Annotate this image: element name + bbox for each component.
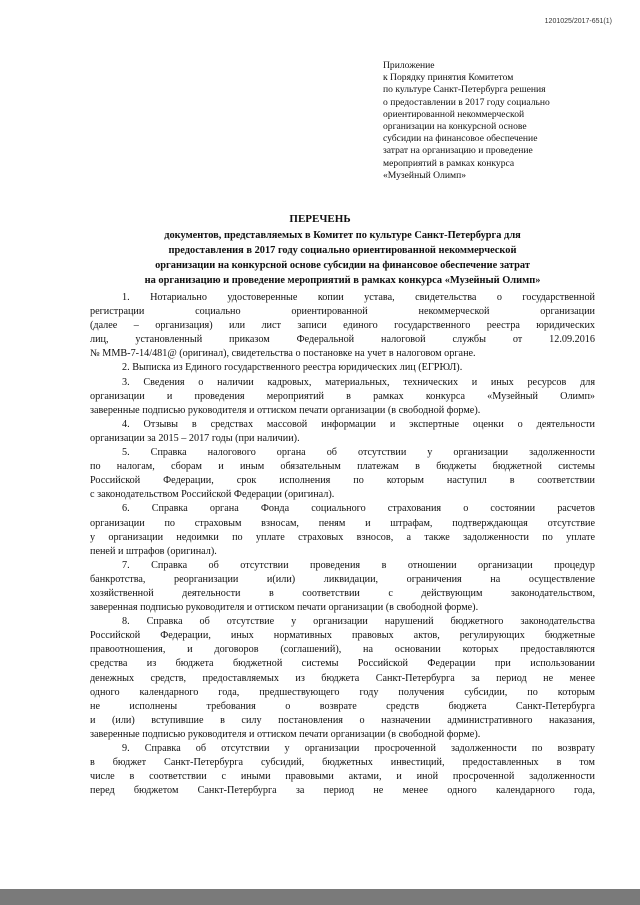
list-item-line: перед бюджетом Санкт-Петербурга за период не менее одного календарного года, [90, 785, 595, 797]
list-item-line: заверенные подписью руководителя и оттиском печати организации (в свободной форме). [90, 404, 481, 416]
list-item [90, 615, 595, 742]
appendix-line: «Музейный Олимп» [383, 169, 467, 181]
list-item-line: и (или) вступившие в силу постановления о назначении административного наказания, [90, 714, 595, 726]
list-item-line: хозяйственной деятельности в соответствии с действующим законодательством, [90, 587, 595, 599]
list-item-line: 3. Сведения о наличии кадровых, материальных, технических и иных ресурсов для [122, 376, 595, 388]
list-item-line: 7. Справка об отсутствии проведения в отношении организации процедур [122, 559, 595, 571]
list-item-line: (далее – организация) или лист записи единого государственного реестра юридических [90, 320, 595, 332]
document-subtitle [90, 228, 595, 288]
appendix-line: Приложение [383, 60, 435, 71]
list-item-line: заверенная подписью руководителя и оттиском печати организации (в свободной форме). [90, 602, 479, 614]
appendix-line: субсидии на финансовое обеспечение [383, 133, 538, 145]
list-item [90, 376, 595, 418]
list-item-line: правоотношения, и договоров (соглашений), на основании которых предоставляются [90, 644, 595, 656]
list-item-line: у организации недоимки по уплате страховых взносов, а также задолженности по уплате [90, 531, 595, 543]
list-item-line: заверенные подписью руководителя и оттиском печати организации (в свободной форме). [90, 728, 481, 740]
document-title: ПЕРЕЧЕНЬ [289, 213, 351, 225]
list-item-line: числе в соответствии с иными правовыми актами, и иной просроченной задолженности [90, 771, 595, 783]
list-item-line: Российской Федерации, срок исполнения по которым наступил в соответствии [90, 475, 595, 487]
list-item [90, 291, 595, 361]
list-item [90, 742, 595, 798]
appendix-line: о предоставлении в 2017 году социально [383, 96, 550, 108]
appendix-line: мероприятий в рамках конкурса [383, 157, 515, 169]
appendix-line: ориентированной некоммерческой [383, 108, 525, 120]
list-item-line: 6. Справка органа Фонда социального страхования о состоянии расчетов [122, 503, 595, 515]
document-id: 1201025/2017-651(1) [544, 18, 612, 25]
subtitle-line: на организацию и проведение мероприятий в рамках конкурса «Музейный Олимп» [144, 275, 541, 286]
list-item [90, 559, 595, 615]
appendix-line: к Порядку принятия Комитетом [383, 72, 514, 84]
list-item [90, 418, 595, 446]
list-item-line: 4. Отзывы в средствах массовой информации и экспертные оценки о деятельности [122, 418, 595, 430]
subtitle-line: документов, представляемых в Комитет по культуре Санкт-Петербурга для [164, 230, 521, 241]
appendix-line: организации на конкурсной основе [383, 121, 527, 133]
list-item-line: не исполнены требования о возврате средств бюджета Санкт-Петербурга [90, 700, 595, 712]
list-item-line: регистрации социально ориентированной некоммерческой организации [90, 306, 595, 318]
list-item-line: в бюджет Санкт-Петербурга субсидий, бюджетных инвестиций, предоставленных в том [90, 757, 595, 769]
list-item-line: 5. Справка налогового органа об отсутствии у организации задолженности [122, 447, 595, 459]
list-item-line: пеней и штрафов (оригинал). [90, 545, 217, 557]
list-item-line: 2. Выписка из Единого государственного реестра юридических лиц (ЕГРЮЛ). [122, 362, 463, 374]
list-item-line: организации за 2015 – 2017 годы (при наличии). [90, 432, 300, 444]
list-item-line: Российской Федерации, иных нормативных правовых актов, регулирующих бюджетные [90, 630, 595, 642]
scan-bottom-edge [0, 889, 640, 905]
list-item-line: организации и проведения мероприятий в рамках конкурса «Музейный Олимп» [90, 390, 595, 402]
list-item-line: организации по страховым взносам, пеням и штрафам, подтверждающая отсутствие [90, 517, 595, 529]
appendix-line: затрат на организацию и проведение [383, 145, 533, 157]
list-item-line: одного календарного года, предшествующего году получения субсидии, по которым [90, 686, 595, 698]
document-body [90, 291, 595, 798]
list-item-line: по налогам, сборам и иным обязательным платежам в бюджеты бюджетной системы [90, 461, 595, 473]
list-item-line: № ММВ-7-14/481@ (оригинал), свидетельства о постановке на учет в налоговом органе. [90, 348, 476, 360]
list-item-line: лиц, установленный приказом Федеральной налоговой службы от 12.09.2016 [90, 334, 595, 346]
list-item-line: банкротства, реорганизации и(или) ликвидации, ограничения на осуществление [90, 573, 595, 585]
subtitle-line: предоставления в 2017 году социально ориентированной некоммерческой [168, 245, 517, 256]
subtitle-line: организации на конкурсной основе субсидии на финансовое обеспечение затрат [155, 260, 530, 271]
list-item-line: 8. Справка об отсутствие у организации нарушений бюджетного законодательства [122, 616, 595, 628]
list-item [90, 446, 595, 502]
appendix-line: по культуре Санкт-Петербурга решения [383, 84, 546, 96]
list-item-line: средства из бюджета бюджетной системы Российской Федерации при использовании [90, 658, 595, 670]
list-item-line: 9. Справка об отсутствии у организации просроченной задолженности по возврату [122, 743, 595, 754]
list-item-line: 1. Нотариально удостоверенные копии устава, свидетельства о государственной [122, 292, 595, 303]
list-item-line: денежных средств, предоставляемых из бюджета Санкт-Петербурга за период не менее [90, 672, 595, 684]
list-item [90, 361, 595, 375]
list-item-line: с законодательством Российской Федерации (оригинал). [90, 489, 335, 501]
appendix-block [383, 60, 603, 182]
list-item [90, 502, 595, 558]
